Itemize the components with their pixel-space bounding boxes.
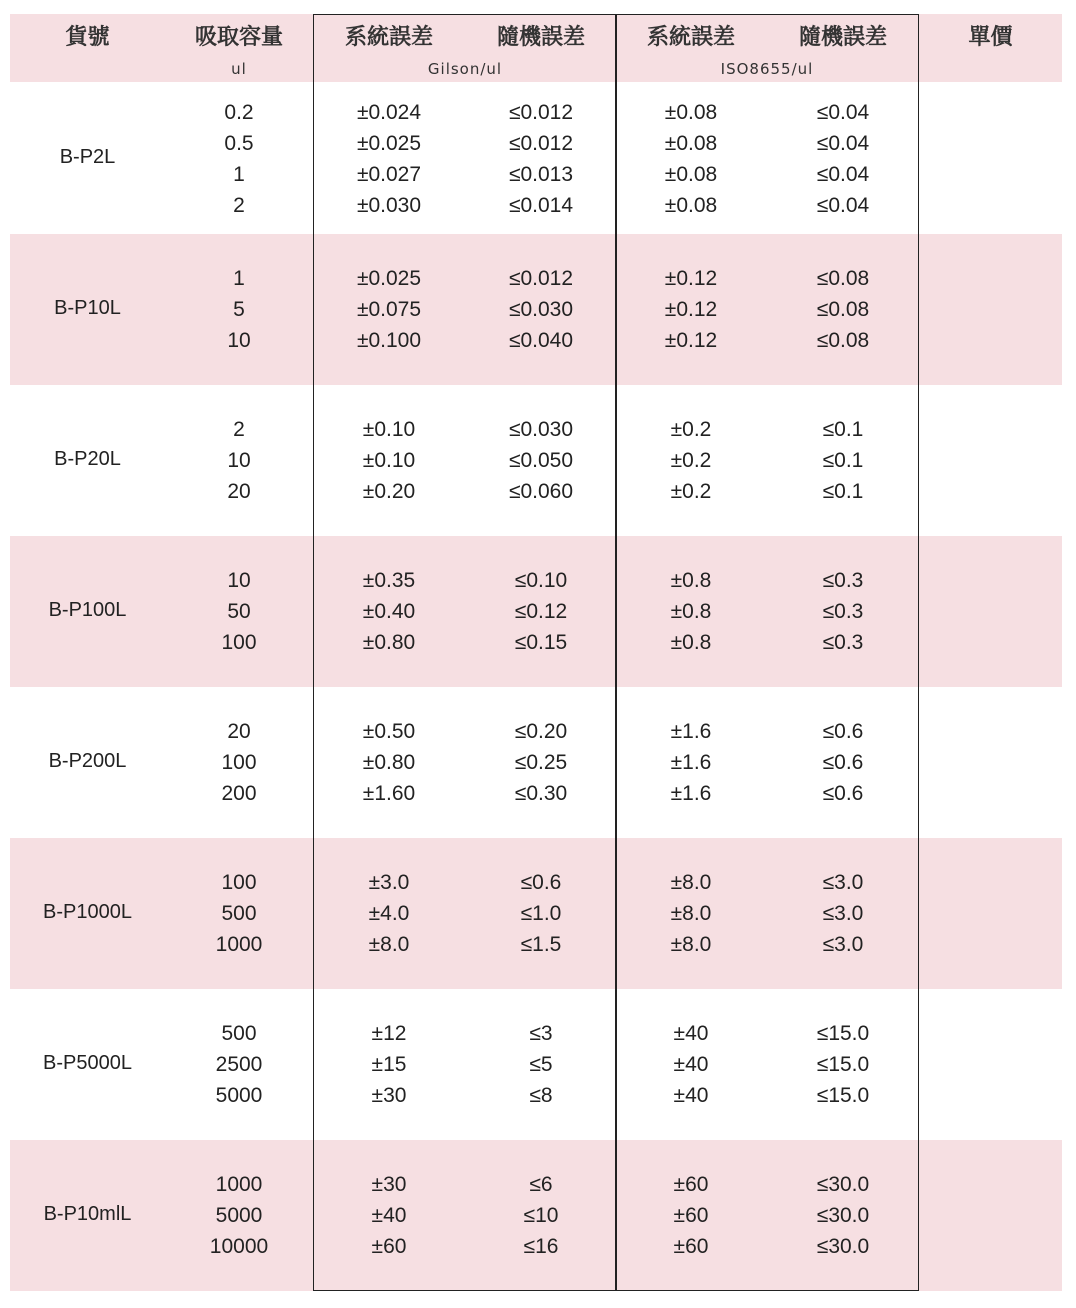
header-gilson-unit: Gilson/ul (427, 60, 503, 78)
gilson-systematic-cell: ±0.20 (362, 480, 416, 503)
volume-cell: 10 (227, 569, 251, 592)
gilson-systematic-cell: ±0.35 (362, 569, 416, 592)
iso-systematic-cell: ±1.6 (670, 720, 712, 743)
header-gilson-systematic: 系統誤差 (344, 25, 433, 50)
gilson-random-cell: ≤0.014 (508, 193, 574, 217)
iso-random-cell: ≤0.6 (822, 782, 864, 805)
gilson-systematic-cell: ±15 (371, 1053, 407, 1076)
iso-systematic-cell: ±0.12 (664, 298, 718, 321)
product-code: B-P100L (48, 598, 127, 621)
gilson-random-cell: ≤1.5 (520, 933, 562, 956)
gilson-random-cell: ≤0.6 (520, 871, 562, 894)
volume-cell: 2500 (215, 1053, 263, 1076)
header-iso-random: 隨機誤差 (798, 25, 887, 50)
gilson-random-cell: ≤0.012 (508, 131, 574, 155)
gilson-random-cell: ≤1.0 (520, 902, 562, 925)
gilson-random-cell: ≤16 (523, 1235, 559, 1258)
gilson-systematic-cell: ±0.40 (362, 600, 416, 623)
iso-systematic-cell: ±40 (673, 1022, 709, 1045)
gilson-systematic-cell: ±1.60 (362, 782, 416, 805)
gilson-random-cell: ≤0.030 (508, 418, 574, 441)
iso-random-cell: ≤0.04 (816, 131, 870, 155)
volume-cell: 500 (221, 902, 257, 925)
gilson-random-cell: ≤10 (523, 1204, 559, 1227)
gilson-random-cell: ≤0.20 (514, 720, 568, 743)
iso-systematic-cell: ±60 (673, 1173, 709, 1196)
gilson-systematic-cell: ±0.10 (362, 418, 416, 441)
gilson-systematic-cell: ±0.80 (362, 751, 416, 774)
iso-systematic-cell: ±40 (673, 1053, 709, 1076)
iso-random-cell: ≤30.0 (816, 1173, 870, 1196)
iso-random-cell: ≤0.04 (816, 193, 870, 217)
gilson-systematic-cell: ±40 (371, 1204, 407, 1227)
volume-cell: 10000 (209, 1235, 269, 1258)
iso-systematic-cell: ±8.0 (670, 933, 712, 956)
gilson-random-cell: ≤3 (529, 1022, 553, 1045)
gilson-random-cell: ≤8 (529, 1084, 553, 1107)
volume-cell: 10 (227, 449, 251, 472)
volume-cell: 10 (227, 329, 251, 352)
iso-systematic-cell: ±0.2 (670, 418, 712, 441)
volume-cell: 1 (233, 162, 245, 186)
iso-random-cell: ≤30.0 (816, 1204, 870, 1227)
gilson-systematic-cell: ±0.100 (356, 329, 422, 352)
header-price: 單價 (968, 25, 1013, 50)
iso-systematic-cell: ±0.08 (664, 193, 718, 217)
gilson-random-cell: ≤5 (529, 1053, 553, 1076)
gilson-random-cell: ≤0.10 (514, 569, 568, 592)
gilson-systematic-cell: ±0.030 (356, 193, 422, 217)
volume-cell: 1000 (215, 933, 263, 956)
product-code: B-P20L (54, 447, 121, 470)
iso-systematic-cell: ±0.8 (670, 600, 712, 623)
volume-cell: 20 (227, 720, 251, 743)
iso-systematic-cell: ±40 (673, 1084, 709, 1107)
iso-systematic-cell: ±60 (673, 1204, 709, 1227)
iso-systematic-cell: ±0.8 (670, 631, 712, 654)
gilson-systematic-cell: ±0.025 (356, 131, 422, 155)
gilson-random-cell: ≤0.12 (514, 600, 568, 623)
gilson-random-cell: ≤0.040 (508, 329, 574, 352)
gilson-systematic-cell: ±30 (371, 1084, 407, 1107)
iso-systematic-cell: ±60 (673, 1235, 709, 1258)
header-code: 貨號 (65, 25, 110, 50)
iso-systematic-cell: ±0.8 (670, 569, 712, 592)
volume-cell: 50 (227, 600, 251, 623)
iso-random-cell: ≤0.3 (822, 631, 864, 654)
iso-systematic-cell: ±0.2 (670, 449, 712, 472)
gilson-systematic-cell: ±3.0 (368, 871, 410, 894)
iso-systematic-cell: ±1.6 (670, 751, 712, 774)
product-code: B-P1000L (43, 900, 132, 923)
volume-cell: 2 (233, 418, 245, 441)
iso-random-cell: ≤0.3 (822, 600, 864, 623)
iso-random-cell: ≤15.0 (816, 1053, 870, 1076)
iso-random-cell: ≤0.6 (822, 720, 864, 743)
iso-systematic-cell: ±8.0 (670, 902, 712, 925)
volume-cell: 200 (221, 782, 257, 805)
iso-random-cell: ≤0.6 (822, 751, 864, 774)
gilson-random-cell: ≤0.050 (508, 449, 574, 472)
iso-random-cell: ≤0.3 (822, 569, 864, 592)
iso-systematic-cell: ±8.0 (670, 871, 712, 894)
gilson-systematic-cell: ±0.025 (356, 267, 422, 290)
iso-random-cell: ≤0.08 (816, 267, 870, 290)
volume-cell: 2 (233, 193, 245, 217)
header-iso-unit: ISO8655/ul (720, 60, 814, 78)
header-iso-systematic: 系統誤差 (646, 25, 735, 50)
volume-cell: 500 (221, 1022, 257, 1045)
volume-cell: 20 (227, 480, 251, 503)
gilson-systematic-cell: ±0.80 (362, 631, 416, 654)
volume-cell: 5000 (215, 1204, 263, 1227)
volume-cell: 100 (221, 751, 257, 774)
iso-random-cell: ≤0.08 (816, 298, 870, 321)
product-code: B-P2L (59, 145, 116, 168)
iso-systematic-cell: ±0.2 (670, 480, 712, 503)
iso-systematic-cell: ±0.12 (664, 267, 718, 290)
iso-random-cell: ≤0.08 (816, 329, 870, 352)
iso-random-cell: ≤0.04 (816, 100, 870, 124)
gilson-systematic-cell: ±0.027 (356, 162, 422, 186)
volume-cell: 0.2 (224, 100, 254, 124)
volume-cell: 5000 (215, 1084, 263, 1107)
gilson-random-cell: ≤0.030 (508, 298, 574, 321)
volume-cell: 1 (233, 267, 245, 290)
iso-systematic-cell: ±1.6 (670, 782, 712, 805)
gilson-random-cell: ≤0.013 (508, 162, 574, 186)
gilson-systematic-cell: ±0.024 (356, 100, 422, 124)
gilson-systematic-cell: ±60 (371, 1235, 407, 1258)
iso-random-cell: ≤15.0 (816, 1084, 870, 1107)
iso-random-cell: ≤3.0 (822, 902, 864, 925)
volume-cell: 1000 (215, 1173, 263, 1196)
gilson-random-cell: ≤0.30 (514, 782, 568, 805)
product-code: B-P10mlL (43, 1202, 132, 1225)
iso-systematic-cell: ±0.08 (664, 131, 718, 155)
gilson-systematic-cell: ±0.075 (356, 298, 422, 321)
gilson-random-cell: ≤0.012 (508, 267, 574, 290)
volume-cell: 5 (233, 298, 245, 321)
iso-random-cell: ≤0.1 (822, 449, 864, 472)
gilson-random-cell: ≤0.012 (508, 100, 574, 124)
iso-systematic-cell: ±0.08 (664, 162, 718, 186)
product-code: B-P200L (48, 749, 127, 772)
header-gilson-random: 隨機誤差 (496, 25, 585, 50)
gilson-random-cell: ≤0.15 (514, 631, 568, 654)
iso-random-cell: ≤30.0 (816, 1235, 870, 1258)
iso-random-cell: ≤3.0 (822, 933, 864, 956)
volume-cell: 100 (221, 631, 257, 654)
volume-cell: 0.5 (224, 131, 254, 155)
iso-random-cell: ≤0.04 (816, 162, 870, 186)
gilson-systematic-cell: ±0.10 (362, 449, 416, 472)
gilson-random-cell: ≤6 (529, 1173, 553, 1196)
gilson-systematic-cell: ±4.0 (368, 902, 410, 925)
iso-systematic-cell: ±0.12 (664, 329, 718, 352)
gilson-systematic-cell: ±0.50 (362, 720, 416, 743)
gilson-systematic-cell: ±12 (371, 1022, 407, 1045)
iso-random-cell: ≤15.0 (816, 1022, 870, 1045)
header-volume-unit: ul (231, 60, 247, 78)
iso-random-cell: ≤3.0 (822, 871, 864, 894)
gilson-systematic-cell: ±8.0 (368, 933, 410, 956)
gilson-random-cell: ≤0.25 (514, 751, 568, 774)
header-volume: 吸取容量 (194, 25, 283, 50)
product-code: B-P5000L (43, 1051, 132, 1074)
gilson-random-cell: ≤0.060 (508, 480, 574, 503)
iso-random-cell: ≤0.1 (822, 480, 864, 503)
iso-random-cell: ≤0.1 (822, 418, 864, 441)
gilson-systematic-cell: ±30 (371, 1173, 407, 1196)
volume-cell: 100 (221, 871, 257, 894)
product-code: B-P10L (54, 296, 121, 319)
iso-systematic-cell: ±0.08 (664, 100, 718, 124)
